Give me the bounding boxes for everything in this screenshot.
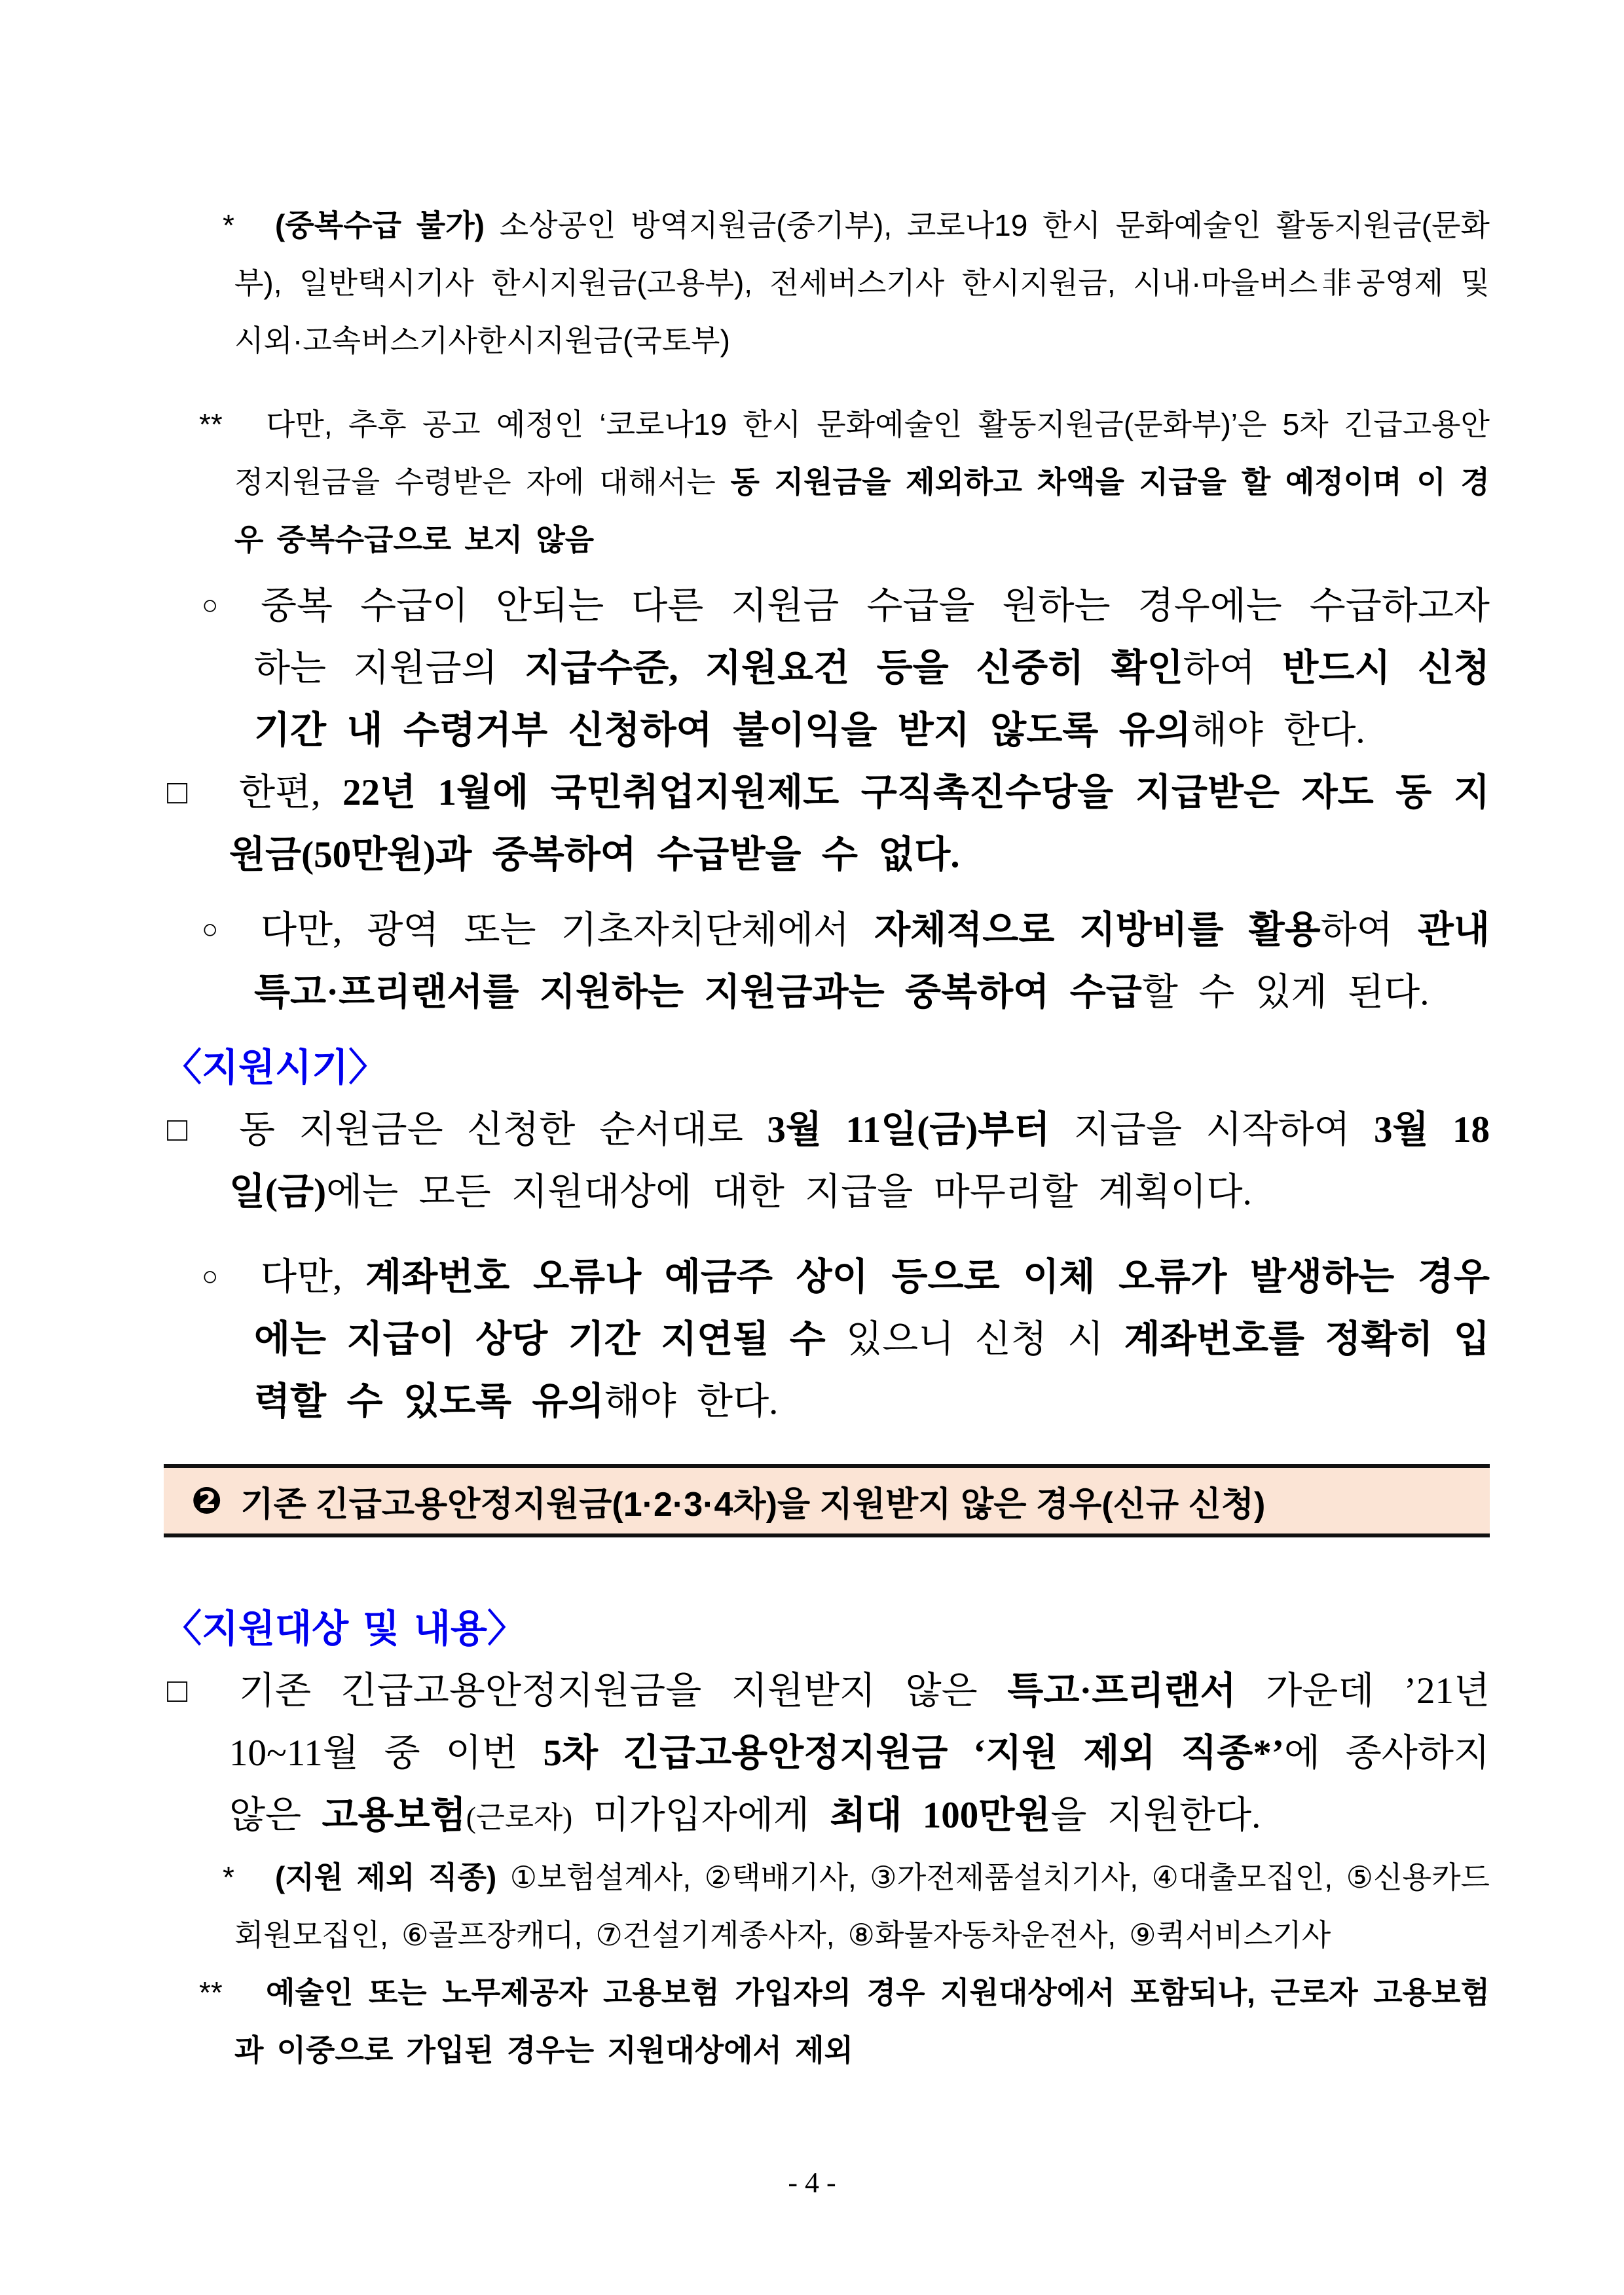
circled-2-icon: ❷ bbox=[191, 1480, 223, 1521]
paragraph-new-application bbox=[164, 1660, 1490, 1848]
paragraph-text: 동 지원금은 신청한 순서대로 3월 11일(금)부터 지급을 시작하여 3월 18일(금)에는 모든 지원대상에 대한 지급을 마무리할 계획이다. bbox=[229, 1109, 1490, 1213]
double-asterisk-marker-icon: ** bbox=[199, 407, 223, 441]
paragraph-text: 다만, 광역 또는 기초자치단체에서 자체적으로 지방비를 활용하여 관내 특고·프리랜서를 지원하는 지원금과는 중복하여 수급할 수 있게 된다. bbox=[254, 909, 1490, 1013]
paragraph-text: (중복수급 불가) 소상공인 방역지원금(중기부), 코로나19 한시 문화예술인 활동지원금(문화부), 일반택시기사 한시지원금(고용부), 전세버스기사 한시지원금, 시내·마을버스非공영제 및 시외·고속버스기사한시지원금(국토부) bbox=[234, 208, 1490, 358]
asterisk-marker-icon: * bbox=[223, 1860, 234, 1894]
double-asterisk-marker-icon: ** bbox=[199, 1975, 223, 2010]
section-header-support-period: 〈지원시기〉 bbox=[164, 1046, 387, 1089]
footnote-artist-insurance bbox=[164, 1964, 1490, 2079]
paragraph-text: 다만, 계좌번호 오류나 예금주 상이 등으로 이체 오류가 발생하는 경우에는 지급이 상당 기간 지연될 수 있으니 신청 시 계좌번호를 정확히 입력할 수 있도록 유의해야 한다. bbox=[254, 1257, 1490, 1422]
paragraph-duplicate-refusal bbox=[164, 575, 1490, 762]
paragraph-national-employment-allowance bbox=[164, 762, 1490, 886]
paragraph-text: 한편, 22년 1월에 국민취업지원제도 구직촉진수당을 지급받은 자도 동 지원금(50만원)과 중복하여 수급받을 수 없다. bbox=[229, 772, 1490, 875]
asterisk-marker-icon: * bbox=[223, 208, 234, 242]
square-bullet-icon: □ bbox=[167, 774, 188, 811]
section2-banner bbox=[164, 1464, 1490, 1537]
square-bullet-icon: □ bbox=[167, 1111, 188, 1148]
paragraph-local-gov-funds bbox=[164, 899, 1490, 1023]
paragraph-text: 예술인 또는 노무제공자 고용보험 가입자의 경우 지원대상에서 포함되나, 근로자 고용보험과 이중으로 가입된 경우는 지원대상에서 제외 bbox=[234, 1975, 1490, 2067]
page-number: - 4 - bbox=[788, 2167, 836, 2199]
footnote-art-fund-difference bbox=[164, 395, 1490, 568]
document-content bbox=[164, 0, 1490, 2079]
paragraph-text: (지원 제외 직종) ①보험설계사, ②택배기사, ③가전제품설치기사, ④대출모집인, ⑤신용카드 회원모집인, ⑥골프장캐디, ⑦건설기계종사자, ⑧화물자동차운전사, ⑨퀵서비스기사 bbox=[234, 1860, 1490, 1952]
section2-banner-title: 기존 긴급고용안정지원금(1·2·3·4차)을 지원받지 않은 경우(신규 신청) bbox=[240, 1485, 1266, 1524]
paragraph-account-error-delay bbox=[164, 1246, 1490, 1433]
section-header-support-target: 〈지원대상 및 내용〉 bbox=[164, 1607, 526, 1650]
footnote-duplicate-prohibited bbox=[164, 196, 1490, 369]
circle-bullet-icon: ○ bbox=[202, 1262, 219, 1292]
footnote-excluded-jobs bbox=[164, 1848, 1490, 1964]
paragraph-text: 기존 긴급고용안정지원금을 지원받지 않은 특고·프리랜서 가운데 ’21년 10~11월 중 이번 5차 긴급고용안정지원금 ‘지원 제외 직종*’에 종사하지 않은 고용보험(근로자) 미가입자에게 최대 100만원을 지원한다. bbox=[229, 1670, 1490, 1836]
paragraph-payment-schedule bbox=[164, 1099, 1490, 1223]
paragraph-text: 다만, 추후 공고 예정인 ‘코로나19 한시 문화예술인 활동지원금(문화부)’은 5차 긴급고용안정지원금을 수령받은 자에 대해서는 동 지원금을 제외하고 차액을 지급을 할 예정이며 이 경우 중복수급으로 보지 않음 bbox=[234, 407, 1490, 557]
circle-bullet-icon: ○ bbox=[202, 591, 219, 621]
paragraph-text: 중복 수급이 안되는 다른 지원금 수급을 원하는 경우에는 수급하고자 하는 지원금의 지급수준, 지원요건 등을 신중히 확인하여 반드시 신청 기간 내 수령거부 신청하여 불이익을 받지 않도록 유의해야 한다. bbox=[254, 585, 1490, 751]
circle-bullet-icon: ○ bbox=[202, 915, 219, 945]
square-bullet-icon: □ bbox=[167, 1672, 188, 1710]
